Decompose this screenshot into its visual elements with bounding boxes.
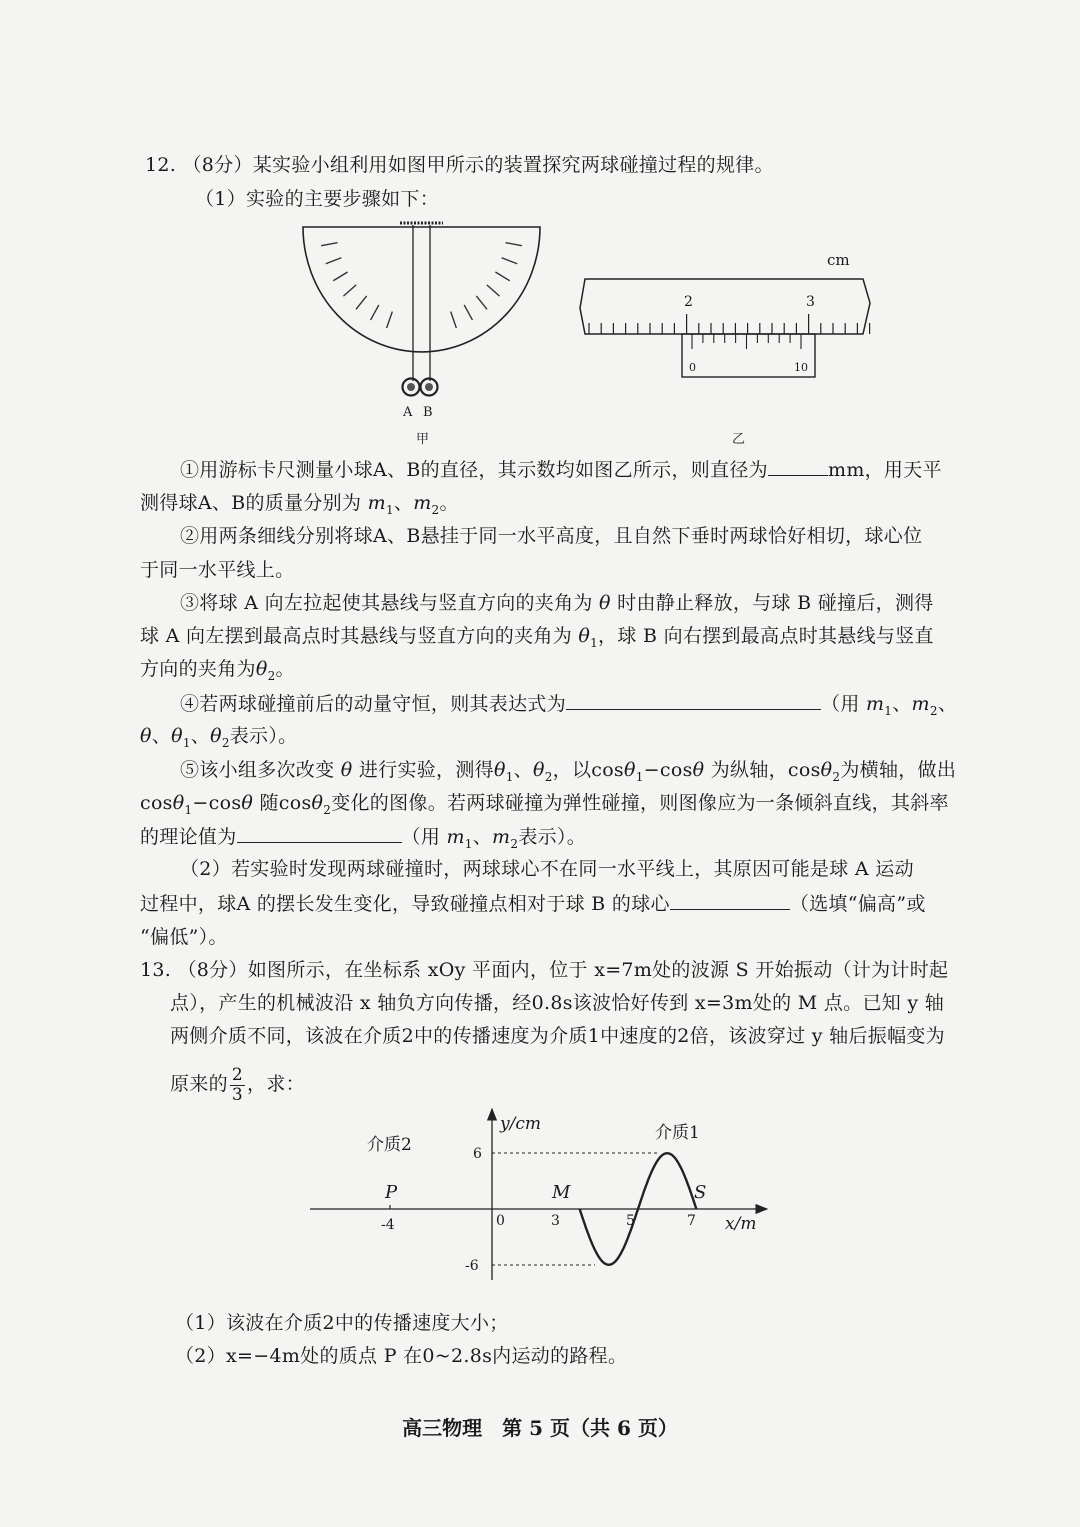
protractor-tick: [451, 312, 457, 328]
q13-line3: 两侧介质不同，该波在介质2中的传播速度为介质1中速度的2倍，该波穿过 y 轴后振幅变为: [170, 1025, 945, 1047]
protractor-tick: [464, 305, 472, 320]
q13-line2: 点），产生的机械波沿 x 轴负方向传播，经0.8s该波恰好传到 x=3m处的 M 点。已知 y 轴: [170, 992, 945, 1014]
page-footer: 高三物理 第 5 页（共 6 页）: [402, 1416, 678, 1440]
q12-step3-line2: 球 A 向左摆到最高点时其悬线与竖直方向的夹角为 $\theta_1$，球 B 向右摆到最高点时其悬线与竖直: [140, 625, 934, 650]
main-scale-3: 3: [806, 294, 815, 310]
label-ball-a: A: [403, 405, 413, 420]
point-s-label: S: [694, 1182, 707, 1203]
x-tick-3: 3: [551, 1213, 560, 1229]
main-scale-2: 2: [684, 294, 693, 310]
point-p-label: P: [385, 1182, 398, 1203]
protractor-tick: [495, 272, 509, 281]
medium-2-label: 介质2: [367, 1135, 412, 1155]
protractor-tick: [333, 272, 347, 281]
protractor-tick: [343, 285, 356, 296]
wave-graph: [305, 1105, 775, 1285]
q12-step4-line1: ④若两球碰撞前后的动量守恒，则其表达式为 （用 $m_1$、$m_2$、: [180, 690, 957, 724]
answer-blank-momentum[interactable]: [566, 690, 821, 710]
medium-1-label: 介质1: [655, 1123, 700, 1143]
protractor-tick: [321, 243, 337, 246]
q12-part2-line1: （2）若实验时发现两球碰撞时，两球球心不在同一水平线上，其原因可能是球 A 运动: [180, 858, 914, 880]
q12-part1-title: （1）实验的主要步骤如下：: [195, 188, 439, 210]
protractor-tick: [371, 305, 379, 320]
vernier-0: 0: [689, 361, 696, 374]
q13-ask2: （2）x=−4m处的质点 P 在0~2.8s内运动的路程。: [175, 1345, 628, 1367]
x-tick-5: 5: [626, 1213, 635, 1229]
protractor-tick: [387, 312, 393, 328]
y-tick-6: 6: [473, 1146, 482, 1162]
point-m-label: M: [552, 1182, 571, 1203]
vernier-10: 10: [794, 361, 808, 374]
q12-step5-line2: cosθ$_1$−cosθ 随cosθ$_2$变化的图像。若两球碰撞为弹性碰撞，则图像应为一条倾斜直线，其斜率: [140, 792, 949, 817]
caliper-unit: cm: [827, 251, 850, 269]
q12-step3-line3: 方向的夹角为$\theta_2$。: [140, 658, 295, 683]
protractor-tick: [326, 258, 342, 264]
q12-step4-line2: θ、$\theta_1$、$\theta_2$表示）。: [140, 725, 298, 750]
q12-step5-line1: ⑤该小组多次改变 θ 进行实验，测得$\theta_1$、$\theta_2$，以cosθ$_1$−cosθ 为纵轴，cosθ$_2$为横轴，做出: [180, 759, 957, 784]
q12-part2-line3: “偏低”）。: [140, 926, 228, 948]
q12-step1-line2: 测得球A、B的质量分别为 $m_1$、$m_2$。: [140, 492, 459, 517]
caption-yi: 乙: [732, 432, 746, 447]
q12-step3-line1: ③将球 A 向左拉起使其悬线与竖直方向的夹角为 θ 时由静止释放，与球 B 碰撞后，测得: [180, 592, 934, 614]
figure-yi-caliper: [575, 248, 875, 448]
q12-step5-line3: 的理论值为 （用 $m_1$、$m_2$表示）。: [140, 823, 586, 857]
protractor-tick: [356, 296, 367, 309]
q12-step1-line1: ①用游标卡尺测量小球A、B的直径，其示数均如图乙所示，则直径为 mm，用天平: [180, 456, 942, 483]
q12-heading: 12. （8分）某实验小组利用如图甲所示的装置探究两球碰撞过程的规律。: [145, 154, 774, 176]
x-tick-neg4: -4: [381, 1217, 395, 1233]
fraction-two-thirds: $\frac{2}{3}$: [231, 1064, 244, 1105]
x-tick-7: 7: [687, 1213, 696, 1229]
answer-blank-slope[interactable]: [237, 823, 402, 843]
y-tick-neg6: -6: [465, 1258, 479, 1274]
x-axis-label: x/m: [725, 1214, 757, 1234]
caption-jia: 甲: [416, 432, 430, 447]
answer-blank-high-low[interactable]: [670, 890, 790, 910]
q13-line4: 原来的 $\frac{2}{3}$ ，求：: [170, 1064, 305, 1105]
protractor-tick: [476, 296, 487, 309]
q13-ask1: （1）该波在介质2中的传播速度大小；: [175, 1312, 509, 1334]
q13-line1: 13. （8分）如图所示，在坐标系 xOy 平面内，位于 x=7m处的波源 S 开始振动（计为计时起: [140, 959, 949, 981]
x-tick-origin: 0: [496, 1213, 505, 1229]
protractor-tick: [506, 243, 522, 246]
figure-jia-protractor: [295, 215, 550, 450]
q12-step2-line2: 于同一水平线上。: [140, 559, 295, 581]
y-axis-label: y/cm: [500, 1114, 541, 1134]
protractor-tick: [487, 285, 500, 296]
label-ball-b: B: [423, 405, 433, 420]
answer-blank-diameter[interactable]: [768, 456, 828, 476]
q12-step2-line1: ②用两条细线分别将球A、B悬挂于同一水平高度，且自然下垂时两球恰好相切，球心位: [180, 525, 923, 547]
protractor-tick: [502, 258, 518, 264]
q12-part2-line2: 过程中，球A 的摆长发生变化，导致碰撞点相对于球 B 的球心 （选填“偏高”或: [140, 890, 926, 917]
